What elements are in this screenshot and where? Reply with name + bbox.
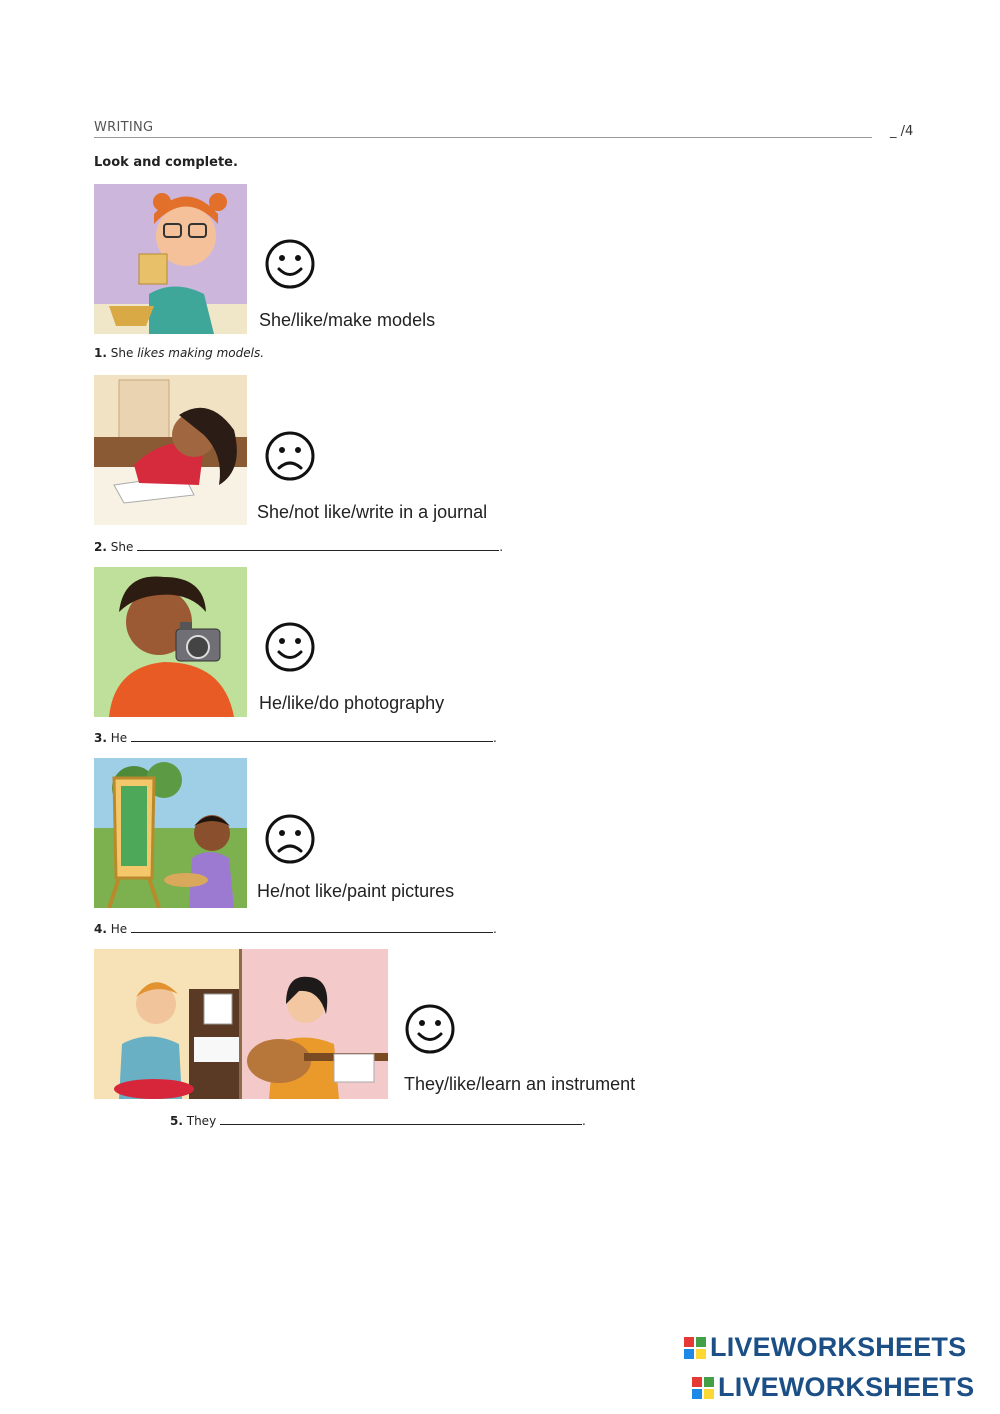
picture-girl-writing-journal [94, 375, 247, 525]
answer-blank-input[interactable] [220, 1112, 582, 1125]
liveworksheets-logo-icon [684, 1337, 706, 1359]
item-subject: She [110, 346, 134, 360]
sad-face-icon [264, 430, 316, 482]
item-subject: They [186, 1114, 217, 1128]
brand-logo-2 [692, 1372, 974, 1403]
example-answer: likes making models. [137, 346, 265, 360]
picture-boy-painting [94, 758, 247, 908]
smiley-face-icon [404, 1003, 456, 1055]
item-subject: He [110, 922, 128, 936]
prompt-text: She/like/make models [259, 310, 436, 330]
smiley-face-icon [264, 621, 316, 673]
sad-face-icon [264, 813, 316, 865]
prompt-text: She/not like/write in a journal [257, 502, 488, 522]
answer-blank-input[interactable] [131, 729, 493, 742]
brand-text: LIVEWORKSHEETS [718, 1372, 975, 1402]
smiley-face-icon [264, 238, 316, 290]
picture-boy-photography [94, 567, 247, 717]
answer-line: 4. He . [94, 922, 497, 936]
prompt-text: He/like/do photography [259, 693, 445, 713]
item-number: 1. [94, 346, 107, 360]
liveworksheets-logo-icon [692, 1377, 714, 1399]
picture-children-instruments [94, 949, 388, 1099]
answer-line: 3. He . [94, 731, 497, 745]
score-total: _ /4 [890, 124, 914, 139]
prompt-text: They/like/learn an instrument [404, 1074, 636, 1094]
item-number: 2. [94, 540, 107, 554]
item-number: 5. [170, 1114, 183, 1128]
brand-logo-1 [684, 1332, 966, 1363]
answer-line: 5. They . [170, 1114, 586, 1128]
section-title: WRITING [94, 120, 154, 135]
instruction-text: Look and complete. [94, 155, 238, 170]
prompt-text: He/not like/paint pictures [257, 881, 455, 901]
item-number: 3. [94, 731, 107, 745]
answer-line: 2. She . [94, 540, 504, 554]
answer-blank-input[interactable] [137, 538, 499, 551]
brand-text: LIVEWORKSHEETS [710, 1332, 967, 1362]
item-subject: He [110, 731, 128, 745]
section-divider [94, 137, 872, 138]
answer-line-example [94, 346, 264, 360]
answer-blank-input[interactable] [131, 920, 493, 933]
item-number: 4. [94, 922, 107, 936]
item-subject: She [110, 540, 134, 554]
picture-girl-making-models [94, 184, 247, 334]
